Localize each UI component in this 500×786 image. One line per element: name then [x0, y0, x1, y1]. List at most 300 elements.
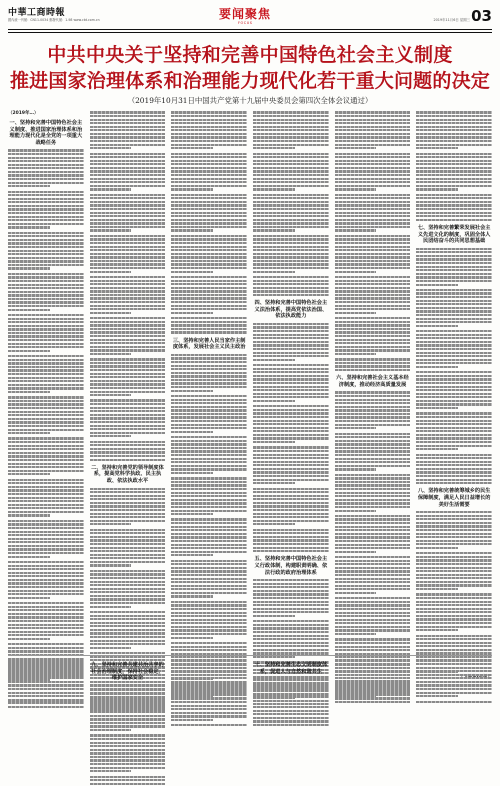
text-line	[8, 538, 84, 540]
text-line	[253, 717, 329, 719]
text-line	[90, 126, 166, 128]
text-line	[416, 310, 492, 312]
text-line	[253, 601, 329, 603]
text-line	[90, 509, 166, 511]
text-line	[90, 725, 166, 727]
text-line	[253, 167, 329, 169]
text-line	[335, 226, 411, 228]
text-line	[8, 174, 84, 176]
text-line	[253, 454, 329, 456]
text-line	[335, 402, 411, 404]
text-line	[416, 160, 492, 162]
text-line	[335, 115, 411, 117]
text-line	[416, 337, 492, 339]
text-line	[253, 434, 329, 436]
text-line	[171, 287, 247, 289]
text-line	[8, 497, 84, 499]
text-line	[8, 575, 84, 577]
text-line	[90, 153, 166, 155]
text-line	[416, 577, 492, 579]
text-line	[253, 290, 329, 292]
body-text	[253, 323, 329, 552]
text-line	[335, 133, 411, 135]
text-line	[416, 552, 492, 554]
text-line	[171, 424, 247, 426]
text-line	[90, 539, 166, 541]
text-line	[171, 465, 247, 467]
text-line	[90, 577, 166, 579]
text-line	[171, 181, 247, 183]
text-line	[90, 242, 166, 244]
text-line	[416, 567, 492, 569]
text-line	[171, 163, 247, 165]
text-line	[416, 262, 492, 264]
text-line	[90, 362, 166, 364]
text-line	[335, 208, 411, 210]
text-line	[8, 369, 84, 371]
text-line	[416, 511, 492, 513]
text-line	[8, 335, 84, 337]
text-line	[253, 475, 329, 477]
text-line	[171, 260, 247, 262]
text-line	[8, 643, 84, 645]
text-line	[90, 779, 166, 781]
text-line	[335, 701, 411, 703]
text-line	[335, 365, 411, 367]
text-line	[253, 520, 329, 522]
body-text	[416, 248, 492, 485]
text-line	[253, 645, 329, 647]
text-line	[171, 271, 213, 273]
text-line	[253, 170, 329, 172]
text-line	[8, 305, 84, 307]
text-line	[90, 738, 166, 740]
text-line	[171, 637, 213, 639]
body-text	[171, 659, 247, 702]
text-line	[416, 448, 458, 450]
text-line	[171, 674, 247, 676]
text-line	[335, 547, 411, 549]
text-line	[171, 215, 247, 217]
text-line	[90, 294, 166, 296]
masthead-rule	[8, 29, 492, 30]
text-line	[90, 581, 166, 583]
text-line	[8, 701, 84, 703]
text-line	[253, 464, 329, 466]
text-line	[335, 529, 411, 531]
text-line	[171, 472, 213, 474]
text-line	[335, 156, 411, 158]
text-line	[416, 321, 492, 323]
text-line	[171, 681, 247, 683]
text-line	[171, 283, 247, 285]
text-line	[8, 445, 84, 447]
text-line	[335, 122, 411, 124]
text-line	[335, 174, 411, 176]
text-line	[416, 525, 492, 527]
text-line	[171, 443, 247, 445]
text-line	[171, 724, 247, 726]
text-line	[416, 393, 492, 395]
text-line	[171, 119, 247, 121]
text-line	[253, 468, 329, 470]
text-line	[253, 246, 329, 248]
text-line	[8, 359, 84, 361]
text-line	[90, 513, 166, 515]
text-line	[253, 479, 329, 481]
text-line	[416, 559, 492, 561]
text-line	[253, 696, 329, 698]
bottom-column-4	[253, 658, 329, 713]
text-line	[253, 111, 329, 113]
text-line	[335, 238, 411, 240]
text-line	[8, 201, 84, 203]
text-line	[171, 495, 247, 497]
text-line	[171, 667, 247, 669]
text-line	[8, 432, 50, 434]
text-line	[416, 396, 492, 398]
text-line	[171, 197, 247, 199]
text-line	[416, 292, 492, 294]
text-line	[171, 229, 213, 231]
text-line	[253, 222, 329, 224]
text-line	[416, 219, 492, 221]
text-line	[416, 318, 492, 320]
text-line	[335, 581, 411, 583]
text-line	[253, 539, 329, 541]
text-line	[90, 342, 166, 344]
text-line	[90, 722, 166, 724]
text-line	[90, 536, 166, 538]
text-line	[253, 212, 329, 214]
text-line	[90, 554, 166, 556]
section-title-en: FOCUS	[238, 21, 253, 25]
text-line	[8, 216, 84, 218]
text-line	[416, 674, 492, 676]
text-line	[416, 692, 492, 694]
text-line	[335, 585, 411, 587]
text-line	[8, 160, 84, 162]
text-line	[8, 314, 84, 316]
text-line	[171, 328, 247, 330]
text-line	[253, 144, 329, 146]
text-line	[171, 540, 247, 542]
text-line	[335, 633, 377, 635]
text-line	[90, 156, 166, 158]
newspaper-nameplate	[8, 8, 100, 23]
text-line	[253, 283, 329, 285]
text-line	[90, 759, 166, 761]
text-line	[335, 578, 411, 580]
text-line	[335, 235, 411, 237]
text-line	[8, 534, 84, 536]
text-line	[171, 447, 247, 449]
text-line	[90, 317, 166, 319]
text-line	[8, 486, 84, 488]
text-line	[253, 649, 329, 651]
text-line	[253, 115, 329, 117]
text-line	[335, 219, 411, 221]
text-line	[90, 745, 166, 747]
text-line	[335, 638, 411, 640]
text-line	[90, 770, 132, 772]
text-line	[171, 461, 247, 463]
text-line	[253, 389, 329, 391]
text-line	[253, 724, 329, 726]
text-line	[8, 455, 84, 457]
text-line	[171, 715, 247, 717]
text-line	[335, 544, 411, 546]
text-line	[171, 688, 247, 690]
text-line	[8, 463, 84, 465]
text-line	[335, 533, 411, 535]
text-line	[90, 595, 166, 597]
text-line	[335, 681, 411, 683]
text-line	[90, 573, 166, 575]
text-line	[416, 684, 492, 686]
text-line	[416, 518, 492, 520]
text-line	[335, 111, 411, 113]
text-line	[253, 185, 329, 187]
text-line	[253, 423, 329, 425]
text-line	[8, 609, 84, 611]
text-line	[90, 618, 166, 620]
text-line	[335, 642, 411, 644]
text-line	[90, 629, 166, 631]
text-line	[90, 550, 166, 552]
headline-line-1: 中共中央关于坚持和完善中国特色社会主义制度	[47, 44, 453, 66]
text-line	[253, 280, 329, 282]
text-line	[171, 574, 247, 576]
text-line	[416, 276, 492, 278]
text-line	[416, 457, 492, 459]
text-line	[90, 174, 166, 176]
text-line	[90, 696, 166, 698]
text-line	[335, 688, 411, 690]
text-line	[416, 208, 492, 210]
text-line	[171, 518, 247, 520]
text-line	[8, 242, 84, 244]
text-line	[335, 294, 411, 296]
text-line	[171, 701, 247, 703]
issue-date: 2019年11月6日 星期三	[433, 18, 470, 22]
text-line	[335, 358, 411, 360]
text-line	[335, 283, 411, 285]
section-heading: 一、坚持和完善中国特色社会主义制度、推进国家治理体系和治理能力现代化是全党的一项重大战略任务	[9, 120, 83, 146]
text-line	[253, 547, 329, 549]
text-line	[90, 133, 166, 135]
text-line	[8, 613, 84, 615]
text-line	[416, 258, 492, 260]
text-line	[253, 382, 329, 384]
text-line	[416, 375, 492, 377]
text-line	[90, 459, 166, 461]
text-line	[90, 752, 166, 754]
text-line	[253, 635, 329, 637]
text-line	[335, 297, 411, 299]
text-line	[416, 588, 458, 590]
text-line	[90, 280, 166, 282]
text-line	[90, 346, 166, 348]
text-line	[171, 492, 247, 494]
text-line	[171, 551, 247, 553]
text-line	[416, 201, 492, 203]
text-line	[90, 776, 166, 778]
text-line	[253, 416, 329, 418]
text-line	[253, 294, 329, 296]
text-line	[416, 622, 492, 624]
text-line	[8, 500, 84, 502]
text-line	[416, 547, 458, 549]
text-line	[335, 649, 411, 651]
text-line	[253, 386, 329, 388]
text-line	[253, 703, 329, 705]
text-line	[90, 399, 166, 401]
text-line	[416, 167, 492, 169]
text-line	[8, 387, 84, 389]
text-line	[171, 468, 247, 470]
text-line	[171, 570, 247, 572]
text-line	[8, 355, 84, 357]
publication-info: 國內統一刊號：CN11-0034 郵發代號：1-98 www.cbt.com.cn	[8, 18, 100, 22]
section-heading: 四、坚持和完善中国特色社会主义法治体系，提高党依法治国、依法执政能力	[254, 300, 328, 320]
text-line	[171, 663, 247, 665]
text-line	[335, 409, 411, 411]
text-line	[171, 578, 247, 580]
text-line	[416, 533, 492, 535]
text-line	[90, 349, 166, 351]
text-line	[90, 212, 166, 214]
text-line	[90, 588, 166, 590]
body-text	[416, 511, 492, 672]
text-line	[416, 629, 458, 631]
text-line	[253, 682, 329, 684]
headline-line-2: 推进国家治理体系和治理能力现代化若干重大问题的决定	[9, 70, 490, 92]
text-line	[335, 592, 377, 594]
text-line	[335, 201, 411, 203]
text-line	[90, 636, 166, 638]
text-line	[253, 188, 295, 190]
text-line	[253, 326, 329, 328]
text-line	[253, 608, 329, 610]
text-line	[90, 652, 166, 654]
text-line	[90, 188, 132, 190]
text-line	[253, 461, 329, 463]
text-line	[171, 413, 247, 415]
text-line	[90, 703, 166, 705]
text-line	[8, 556, 50, 558]
text-line	[171, 294, 247, 296]
text-line	[90, 394, 132, 396]
text-line	[416, 667, 492, 669]
text-line	[171, 226, 247, 228]
text-line	[171, 420, 247, 422]
text-line	[90, 421, 166, 423]
text-line	[253, 420, 329, 422]
text-line	[335, 677, 411, 679]
text-line	[253, 412, 329, 414]
text-line	[335, 574, 411, 576]
text-line	[8, 418, 84, 420]
body-text	[253, 111, 329, 296]
body-text	[253, 678, 329, 705]
text-line	[416, 188, 458, 190]
text-line	[171, 365, 247, 367]
text-line	[335, 695, 377, 697]
text-line	[253, 153, 329, 155]
text-line	[171, 510, 247, 512]
text-line	[416, 468, 492, 470]
text-line	[90, 122, 166, 124]
text-line	[90, 547, 166, 549]
text-line	[171, 126, 247, 128]
text-line	[8, 514, 50, 516]
text-line	[90, 181, 166, 183]
text-line	[90, 387, 166, 389]
text-line	[253, 446, 329, 448]
text-line	[171, 267, 247, 269]
text-line	[90, 763, 166, 765]
text-line	[253, 471, 329, 473]
text-line	[335, 140, 411, 142]
text-line	[416, 635, 492, 637]
text-line	[171, 522, 247, 524]
text-line	[253, 249, 329, 251]
text-line	[90, 290, 166, 292]
text-line	[171, 608, 247, 610]
text-line	[90, 441, 166, 443]
text-line	[416, 695, 458, 697]
text-line	[171, 133, 247, 135]
text-line	[335, 129, 411, 131]
text-line	[8, 294, 84, 296]
text-line	[335, 335, 411, 337]
text-line	[416, 563, 492, 565]
text-line	[171, 305, 247, 307]
text-line	[90, 271, 132, 273]
text-line	[8, 541, 84, 543]
text-line	[416, 197, 492, 199]
text-line	[416, 601, 492, 603]
text-line	[253, 364, 329, 366]
text-line	[171, 436, 247, 438]
section-heading: 八、坚持和完善统筹城乡的民生保障制度，满足人民日益增长的美好生活需要	[417, 488, 491, 508]
text-line	[90, 523, 132, 525]
text-line	[253, 638, 329, 640]
text-line	[90, 692, 166, 694]
text-line	[335, 488, 411, 490]
text-line	[8, 586, 84, 588]
text-line	[335, 222, 411, 224]
text-line	[8, 235, 84, 237]
text-line	[253, 611, 329, 613]
text-line	[8, 448, 84, 450]
text-line	[171, 317, 247, 319]
text-line	[8, 257, 84, 259]
text-line	[253, 263, 329, 265]
text-line	[8, 301, 84, 303]
text-line	[416, 133, 492, 135]
text-line	[8, 407, 84, 409]
text-line	[8, 280, 84, 282]
text-line	[171, 324, 247, 326]
text-line	[8, 479, 84, 481]
text-line	[335, 684, 411, 686]
text-line	[171, 592, 247, 594]
text-line	[90, 276, 166, 278]
text-line	[90, 136, 166, 138]
text-line	[8, 164, 84, 166]
